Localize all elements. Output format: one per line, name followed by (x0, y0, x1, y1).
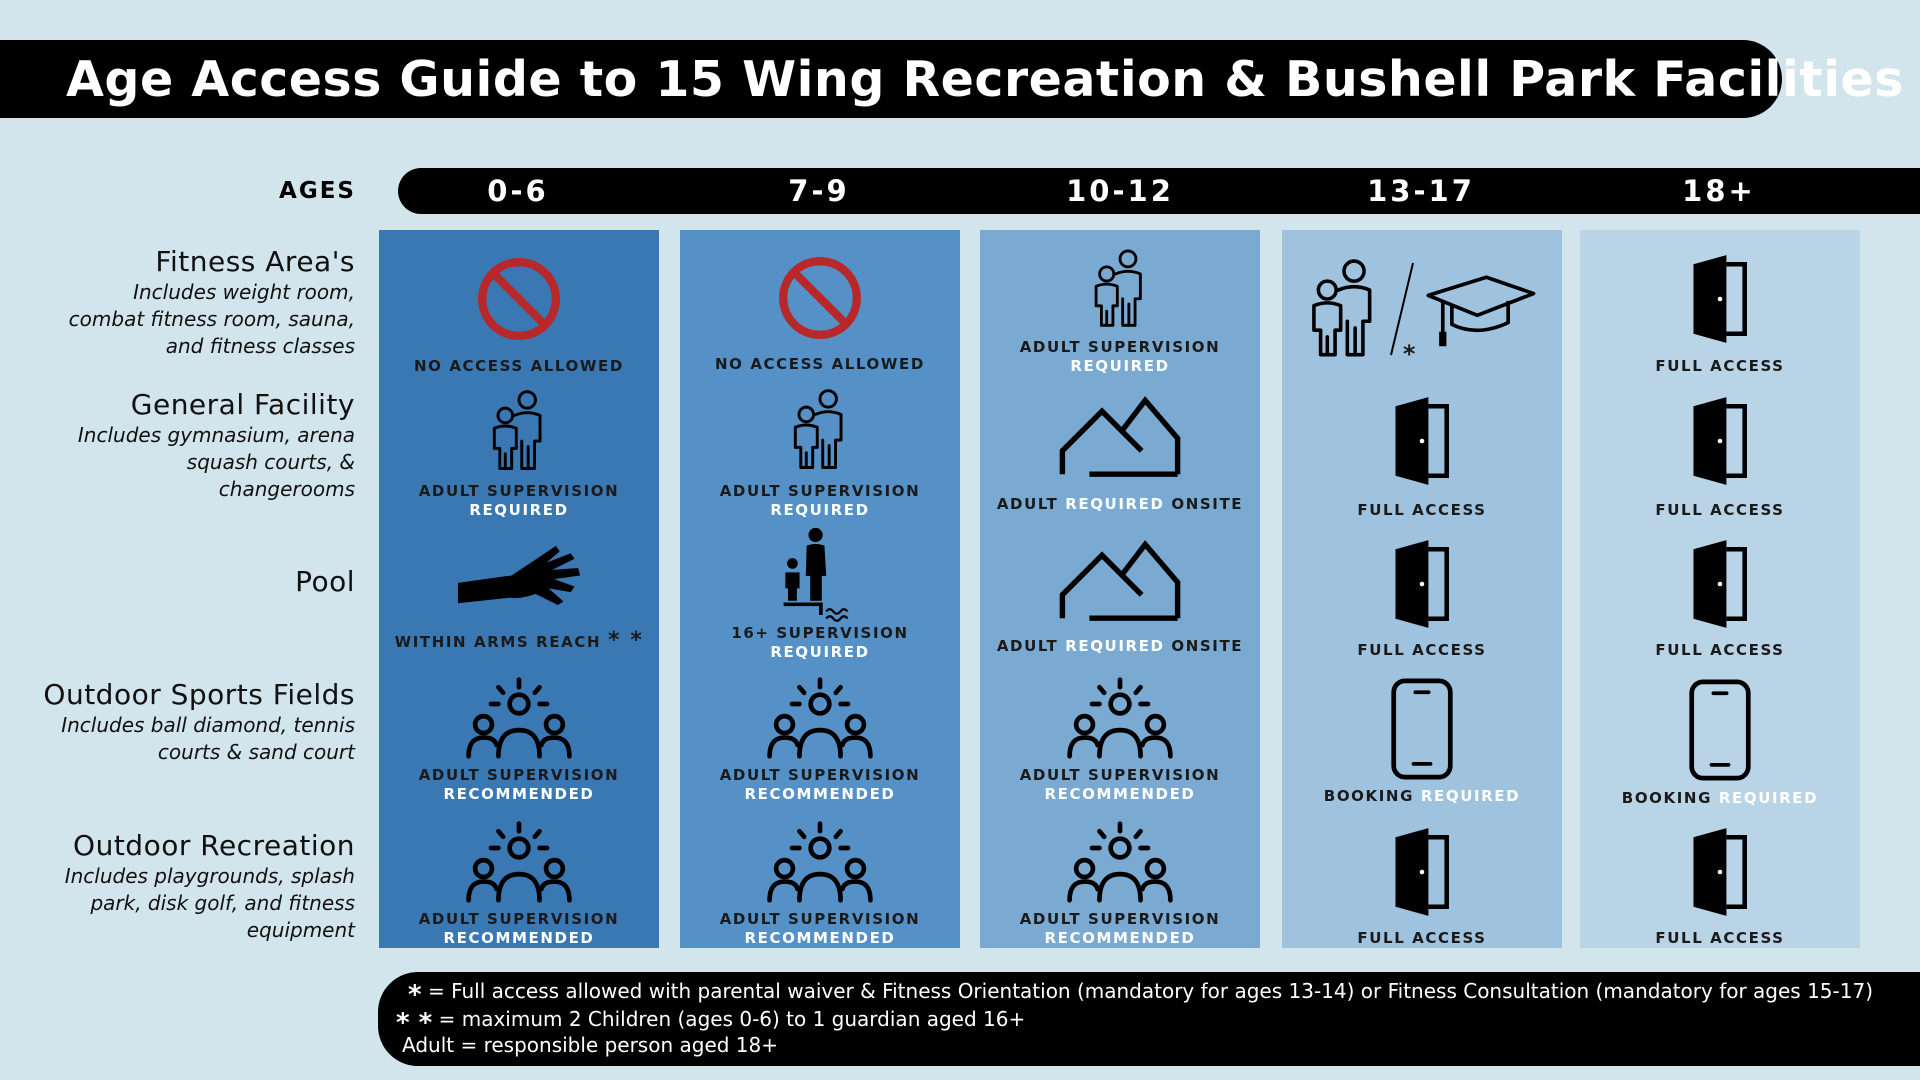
row-label-fitness (69, 245, 355, 360)
column-age-10-12 (980, 230, 1260, 948)
caption: ADULT (996, 637, 1059, 655)
cell-outdoor-10-12 (980, 814, 1260, 948)
group-sun-icon (1064, 820, 1176, 904)
row-title: Outdoor Sports Fields (43, 678, 355, 711)
cell-sports-10-12 (980, 670, 1260, 804)
cell-pool-10-12 (980, 530, 1260, 656)
row-description: courts & sand court (157, 740, 355, 764)
caption: REQUIRED (1718, 789, 1819, 807)
cell-pool-18-plus (1580, 526, 1860, 660)
column-age-18-plus (1580, 230, 1860, 948)
door-icon (1390, 825, 1454, 919)
mountain-onsite-icon (1055, 539, 1185, 629)
caption: NO ACCESS ALLOWED (414, 357, 624, 375)
caption: RECOMMENDED (744, 929, 896, 947)
row-title: Pool (295, 565, 355, 598)
caption: ADULT SUPERVISION (719, 766, 921, 784)
cell-general-13-17 (1282, 380, 1562, 520)
door-icon (1390, 537, 1454, 631)
caption: FULL ACCESS (1655, 501, 1785, 519)
double-star: * * (607, 628, 644, 653)
caption: FULL ACCESS (1357, 641, 1487, 659)
adult-child-icon (1305, 253, 1383, 365)
row-description: squash courts, & (186, 450, 355, 474)
caption: 16+ SUPERVISION (731, 624, 909, 642)
caption: ADULT (996, 495, 1059, 513)
swim-supervision-icon (780, 526, 860, 624)
age-header-10-12: 10-12 (1066, 174, 1174, 208)
graduation-cap-icon (1421, 267, 1539, 351)
door-icon (1390, 394, 1454, 488)
adult-child-icon (788, 387, 852, 473)
caption: ADULT SUPERVISION (719, 910, 921, 928)
cell-fitness-13-17 (1282, 240, 1562, 376)
caption: FULL ACCESS (1655, 357, 1785, 375)
asterisk-note: * (1402, 339, 1418, 368)
age-header-7-9: 7-9 (788, 174, 850, 208)
caption: REQUIRED (1070, 357, 1170, 375)
group-sun-icon (764, 676, 876, 760)
footer-text: = Full access allowed with parental waiver & Fitness Orientation (mandatory for ages 13-14) or Fitness Consultation (mandatory for ages 15-17) (421, 979, 1873, 1003)
caption: ADULT SUPERVISION (1019, 910, 1221, 928)
caption: ADULT SUPERVISION (1019, 766, 1221, 784)
cell-sports-18-plus (1580, 670, 1860, 808)
door-icon (1688, 394, 1752, 488)
age-header-0-6: 0-6 (487, 174, 549, 208)
page-title: Age Access Guide to 15 Wing Recreation & Bushell Park Facilities (66, 50, 1904, 108)
group-sun-icon (463, 676, 575, 760)
row-description: Includes gymnasium, arena (77, 423, 355, 447)
footer-note-3: Adult = responsible person aged 18+ (402, 1033, 779, 1057)
cell-outdoor-0-6 (379, 814, 659, 948)
door-icon (1688, 825, 1752, 919)
row-title: Fitness Area's (155, 245, 355, 278)
cell-outdoor-18-plus (1580, 814, 1860, 948)
door-icon (1688, 537, 1752, 631)
age-header-bar (398, 168, 1920, 214)
row-description: Includes playgrounds, splash (64, 864, 355, 888)
cell-pool-0-6 (379, 530, 659, 652)
no-access-icon (774, 252, 866, 344)
caption: RECOMMENDED (443, 929, 595, 947)
row-label-general-facility (78, 388, 355, 503)
caption: ADULT SUPERVISION (418, 482, 620, 500)
row-label-outdoor-sports (43, 678, 355, 766)
footer-star: * (408, 980, 422, 1010)
row-description: Includes ball diamond, tennis (61, 713, 355, 737)
caption: REQUIRED (770, 501, 870, 519)
title-bar (0, 40, 1904, 118)
caption: FULL ACCESS (1655, 929, 1785, 947)
adult-child-icon (487, 388, 551, 474)
caption: REQUIRED (469, 501, 569, 519)
caption: FULL ACCESS (1655, 641, 1785, 659)
cell-fitness-0-6 (379, 240, 659, 376)
door-icon (1688, 252, 1752, 346)
cell-sports-13-17 (1282, 670, 1562, 806)
phone-icon (1389, 677, 1455, 781)
phone-icon (1687, 678, 1753, 782)
row-description: combat fitness room, sauna, (68, 307, 355, 331)
row-title: Outdoor Recreation (73, 829, 355, 862)
group-sun-icon (764, 820, 876, 904)
caption: ADULT SUPERVISION (418, 766, 620, 784)
cell-general-7-9 (680, 378, 960, 520)
caption: FULL ACCESS (1357, 929, 1487, 947)
caption: RECOMMENDED (1044, 929, 1196, 947)
row-description: changerooms (218, 477, 355, 501)
caption: ONSITE (1171, 637, 1244, 655)
cell-fitness-7-9 (680, 240, 960, 374)
footer-text: = maximum 2 Children (ages 0-6) to 1 guardian aged 16+ (432, 1007, 1026, 1031)
caption: ONSITE (1171, 495, 1244, 513)
caption: BOOKING (1323, 787, 1415, 805)
column-age-13-17 (1282, 230, 1562, 948)
caption: NO ACCESS ALLOWED (715, 355, 925, 373)
cell-outdoor-13-17 (1282, 814, 1562, 948)
cell-general-10-12 (980, 385, 1260, 514)
caption: ADULT SUPERVISION (418, 910, 620, 928)
cell-fitness-18-plus (1580, 240, 1860, 376)
row-label-pool (295, 565, 355, 599)
caption: REQUIRED (1420, 787, 1521, 805)
cell-outdoor-7-9 (680, 814, 960, 948)
age-header-13-17: 13-17 (1367, 174, 1475, 208)
row-description: park, disk golf, and fitness (90, 891, 355, 915)
caption: RECOMMENDED (443, 785, 595, 803)
age-header-18-plus: 18+ (1682, 174, 1756, 208)
row-description: and fitness classes (165, 334, 355, 358)
row-label-outdoor-recreation (65, 829, 355, 944)
group-sun-icon (463, 820, 575, 904)
caption: REQUIRED (1065, 637, 1165, 655)
group-sun-icon (1064, 676, 1176, 760)
row-description: Includes weight room, (133, 280, 355, 304)
adult-child-icon (1089, 246, 1151, 332)
ages-label: AGES (279, 178, 356, 204)
caption: ADULT SUPERVISION (719, 482, 921, 500)
column-age-7-9 (680, 230, 960, 948)
column-age-0-6 (379, 230, 659, 948)
cell-sports-0-6 (379, 670, 659, 804)
cell-general-0-6 (379, 380, 659, 520)
cell-pool-13-17 (1282, 526, 1562, 660)
mountain-onsite-icon (1055, 395, 1185, 485)
cell-sports-7-9 (680, 670, 960, 804)
row-title: General Facility (130, 388, 355, 421)
caption: RECOMMENDED (1044, 785, 1196, 803)
no-access-icon (473, 253, 565, 345)
caption: ADULT SUPERVISION (1019, 338, 1221, 356)
caption: WITHIN ARMS REACH (394, 633, 602, 651)
hand-icon (454, 544, 584, 618)
cell-fitness-10-12 (980, 240, 1260, 376)
cell-pool-7-9 (680, 526, 960, 662)
caption: REQUIRED (770, 643, 870, 661)
footer-note-1 (408, 978, 1873, 1008)
row-description: equipment (246, 918, 355, 942)
footer-star: * * (396, 1008, 433, 1038)
caption: REQUIRED (1065, 495, 1165, 513)
caption: BOOKING (1621, 789, 1713, 807)
cell-general-18-plus (1580, 380, 1860, 520)
caption: RECOMMENDED (744, 785, 896, 803)
caption: FULL ACCESS (1357, 501, 1487, 519)
footer-notes (378, 972, 1920, 1066)
